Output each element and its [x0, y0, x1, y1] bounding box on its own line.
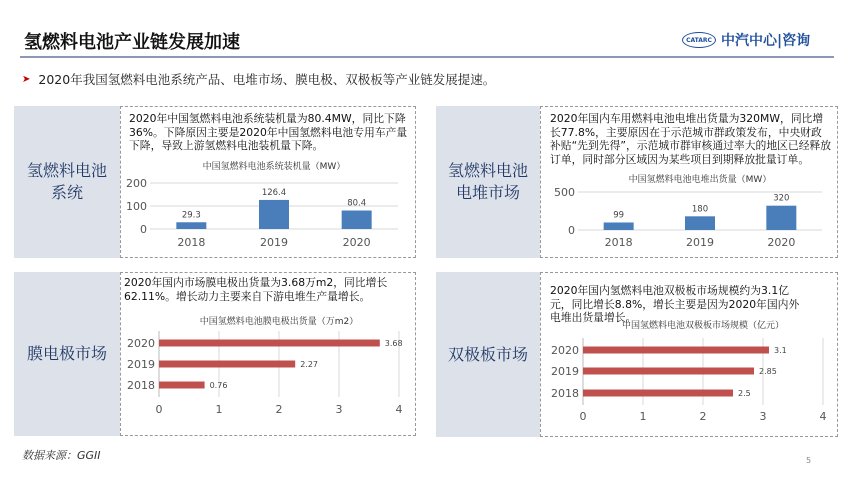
bar — [583, 390, 733, 397]
bar — [685, 216, 715, 230]
bar — [176, 222, 206, 229]
bar — [604, 222, 634, 230]
bar — [159, 382, 205, 389]
data-label: 29.3 — [181, 210, 201, 221]
data-label: 126.4 — [261, 187, 287, 198]
bar — [159, 340, 380, 347]
chart-system-installed — [120, 160, 416, 255]
data-label: 2.27 — [300, 360, 319, 369]
x-tick-label: 2019 — [260, 236, 288, 249]
x-tick-label: 2018 — [177, 236, 206, 249]
y-tick-label: 100 — [126, 200, 147, 213]
bar — [766, 206, 796, 230]
y-tick-label: 200 — [126, 177, 147, 190]
data-source: 数据来源：GGII — [22, 449, 101, 462]
data-label: 180 — [691, 204, 709, 215]
data-label: 2.5 — [738, 389, 751, 398]
chart-title: 中国氢燃料电池电堆出货量（MW） — [628, 175, 772, 185]
x-tick-label: 2019 — [686, 236, 714, 249]
x-tick-label: 0 — [155, 403, 163, 416]
arrow-bullet-icon: ➤ — [22, 73, 31, 85]
y-tick-label: 2020 — [551, 344, 579, 357]
y-tick-label: 500 — [554, 186, 575, 199]
logo-text: 中汽中心|咨询 — [721, 33, 811, 49]
x-tick-label: 0 — [579, 410, 587, 423]
x-tick-label: 1 — [639, 410, 647, 423]
catarc-logo-mark: CATARC — [682, 32, 716, 48]
panel-text-bipolar: 2020年国内氢燃料电池双极板市场规模约为3.1亿元，同比增长8.8%，增长主要是因为2020年国内外电堆出货量增长。 — [550, 284, 800, 324]
summary-text: 2020年我国氢燃料电池系统产品、电堆市场、膜电极、双极板等产业链发展提速。 — [38, 72, 496, 87]
bar — [583, 368, 754, 375]
panel-label-stack: 氢燃料电池电堆市场 — [436, 106, 540, 258]
x-tick-label: 3 — [759, 410, 767, 423]
x-tick-label: 2020 — [767, 236, 796, 249]
chart-bipolar-market — [540, 316, 838, 426]
chart-stack-shipments — [540, 170, 838, 255]
x-tick-label: 2 — [275, 403, 283, 416]
page-title: 氢燃料电池产业链发展加速 — [24, 32, 240, 53]
data-label: 3.1 — [774, 346, 787, 355]
panel-label-bipolar: 双极板市场 — [436, 272, 540, 437]
data-label: 3.68 — [384, 339, 403, 348]
chart-mea-shipments — [120, 310, 416, 420]
data-label: 2.85 — [759, 367, 777, 376]
x-tick-label: 2 — [699, 410, 707, 423]
logo — [682, 30, 810, 50]
x-tick-label: 1 — [215, 403, 223, 416]
x-tick-label: 4 — [819, 410, 827, 423]
data-label: 320 — [773, 193, 790, 204]
bar — [259, 200, 289, 229]
y-tick-label: 2018 — [551, 387, 579, 400]
data-label: 80.4 — [347, 198, 367, 209]
panel-label-system: 氢燃料电池系统 — [14, 106, 120, 258]
panel-text-mea: 2020年国内市场膜电极出货量为3.68万m2，同比增长62.11%。增长动力主要来自下游电堆生产量增长。 — [124, 276, 388, 303]
data-label: 99 — [613, 210, 625, 221]
panel-text-stack: 2020年国内车用燃料电池电堆出货量为320MW，同比增长77.8%，主要原因在于示范城市群政策发布，中央财政补贴“先到先得”，示范城市群审核通过率大的地区已经释放订单，同时部分区域因为某些项目到期释放批量订单。 — [550, 112, 832, 166]
y-tick-label: 2019 — [127, 358, 155, 371]
bar — [342, 211, 372, 229]
data-label: 0.76 — [209, 381, 228, 390]
chart-title: 中国氢燃料电池系统装机量（MW） — [202, 162, 346, 172]
y-tick-label: 2019 — [551, 365, 579, 378]
summary-bullet — [22, 70, 495, 88]
bar — [159, 361, 295, 368]
chart-title: 中国氢燃料电池膜电极出货量（万m2） — [199, 317, 359, 327]
x-tick-label: 2020 — [342, 236, 371, 249]
chart-title: 中国氢燃料电池双极板市场规模（亿元） — [621, 321, 785, 331]
x-tick-label: 2018 — [604, 236, 633, 249]
y-tick-label: 2020 — [127, 337, 155, 350]
y-tick-label: 2018 — [127, 379, 155, 392]
y-tick-label: 0 — [568, 224, 575, 237]
y-tick-label: 0 — [140, 223, 147, 236]
page-number: 5 — [806, 456, 812, 465]
bar — [583, 347, 769, 354]
title-divider — [20, 56, 834, 58]
x-tick-label: 3 — [335, 403, 343, 416]
panel-label-mea: 膜电极市场 — [14, 272, 120, 436]
panel-text-system: 2020年中国氢燃料电池系统装机量为80.4MW，同比下降36%。下降原因主要是2020年中国氢燃料电池专用车产量下降，导致上游氢燃料电池装机量下降。 — [129, 112, 408, 152]
x-tick-label: 4 — [395, 403, 403, 416]
